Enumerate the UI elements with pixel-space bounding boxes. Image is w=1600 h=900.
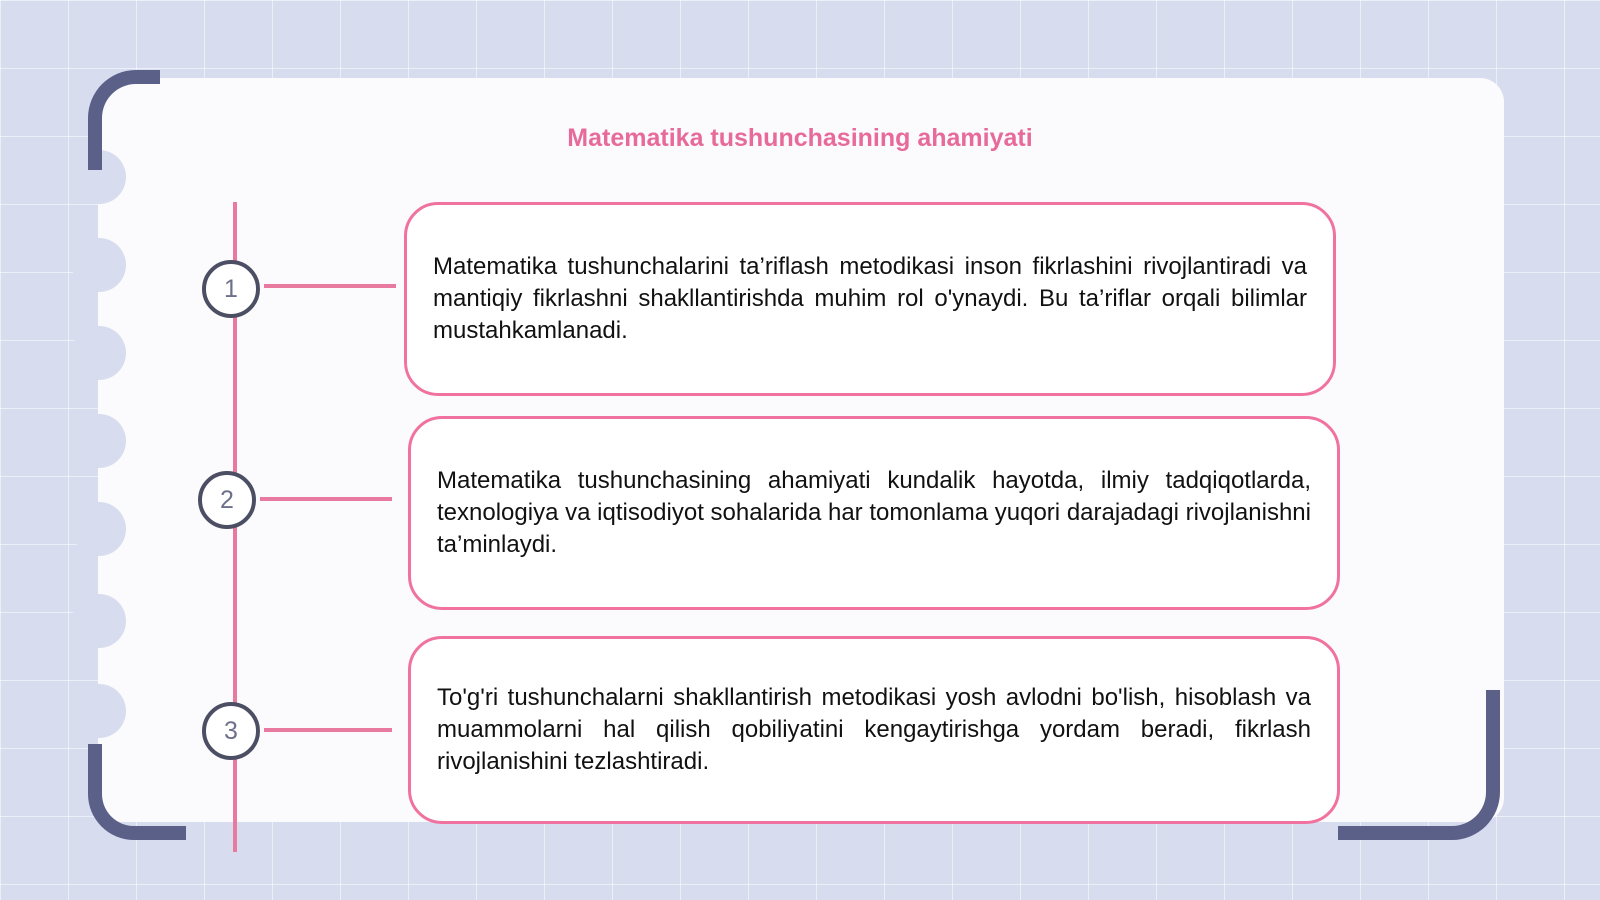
corner-bracket-bottom-left: [88, 744, 186, 840]
corner-bracket-bottom-right: [1338, 690, 1500, 840]
paper-scallop: [72, 414, 126, 468]
timeline-connector: [264, 728, 392, 732]
step-marker-2: 2: [198, 471, 256, 529]
paper-scallop: [72, 684, 126, 738]
card-text: Matematika tushunchasining ahamiyati kundalik hayotda, ilmiy tadqiqotlarda, texnologiya va iqtisodiyot sohalarida har tomonlama yuqori darajadagi rivojlanishni ta’minlaydi.: [437, 467, 1311, 558]
step-marker-3: 3: [202, 702, 260, 760]
text-card-1: [404, 202, 1336, 396]
paper-scallop: [72, 502, 126, 556]
timeline-connector: [260, 497, 392, 501]
paper-scallop: [72, 238, 126, 292]
card-text: Matematika tushunchalarini ta’riflash metodikasi inson fikrlashini rivojlantiradi va mantiqiy fikrlashni shakllantirishda muhim rol o'ynaydi. Bu ta’riflar orqali bilimlar mustahkamlanadi.: [433, 253, 1307, 344]
step-marker-1: 1: [202, 260, 260, 318]
timeline-connector: [264, 284, 396, 288]
text-card-2: [408, 416, 1340, 610]
paper-scallop: [72, 594, 126, 648]
paper-scallop: [72, 326, 126, 380]
slide-title: Matematika tushunchasining ahamiyati: [567, 124, 1033, 152]
text-card-3: [408, 636, 1340, 824]
card-text: To'g'ri tushunchalarni shakllantirish metodikasi yosh avlodni bo'lish, hisoblash va muammolarni hal qilish qobiliyatini kengaytirishga yordam beradi, fikrlash rivojlanishini tezlashtiradi.: [437, 684, 1311, 775]
corner-bracket-top-left: [88, 70, 160, 170]
